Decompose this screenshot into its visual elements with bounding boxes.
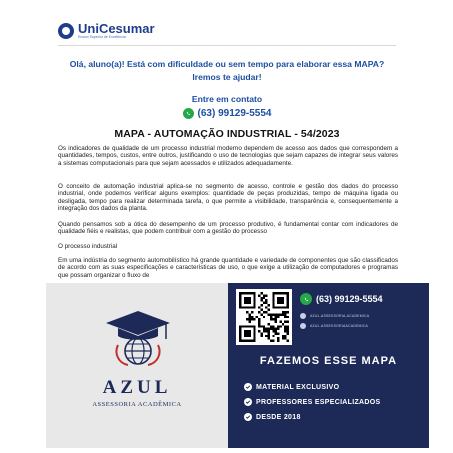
ad-bullet-3-text: DESDE 2018 [256,413,301,421]
ad-bullet-1-text: MATERIAL EXCLUSIVO [256,383,340,391]
ad-social-2-text: AZUL.ASSESSORIAACADEMICA [310,324,369,328]
document-title: MAPA - AUTOMAÇÃO INDUSTRIAL - 54/2023 [114,128,340,140]
ad-bullet-2 [244,398,381,406]
unicesumar-logo-icon [58,23,74,39]
paragraph-3: Quando pensamos sob a ótica do desempenho de um processo produtivo, é fundamental contar com indicadores de qualidade fiéis e realistas, que podem contribuir com a gestão do processo [58,221,398,236]
whatsapp-icon [300,293,312,305]
promo-phone-number[interactable]: (63) 99129-5554 [197,108,272,119]
ad-bullet-3 [244,413,301,421]
promo-greeting: Olá, aluno(a)! Está com dificuldade ou sem tempo para elaborar essa MAPA? Iremos te ajudar! [69,59,385,82]
ad-social-1[interactable] [300,313,369,319]
ad-cta[interactable]: FAZEMOS ESSE MAPA [259,355,398,367]
unicesumar-logo [58,22,155,40]
qr-code-icon[interactable] [236,289,292,345]
whatsapp-icon [183,108,194,119]
check-icon [244,413,252,421]
paragraph-2: O conceito de automação industrial aplica-se no segmento de acesso, controle e gestão dos dados do processo industrial, onde podemos verificar alguns exemplos: quantidade de peças produzidas, tempo de máquina ligada ou desligada, tempo para realizar determinada tarefa, o que permite a visibilidade, transparência e, consequentemente a integração dos dados da planta. [58,183,398,213]
instagram-icon [300,313,306,319]
check-icon [244,398,252,406]
graduation-cap-icon [104,309,172,367]
ad-social-2[interactable] [300,323,368,329]
check-icon [244,383,252,391]
ad-brand-panel [46,283,228,448]
promo-phone-row[interactable] [58,108,396,119]
ad-banner[interactable] [46,283,429,448]
ad-social-1-text: AZUL.ASSESSORIA.ACADEMICA [310,314,370,318]
email-icon [300,323,306,329]
ad-bullet-2-text: PROFESSORES ESPECIALIZADOS [256,398,381,406]
ad-bullet-1 [244,383,339,391]
ad-info-panel [228,283,429,448]
ad-brand-name: AZUL [102,377,172,398]
paragraph-4: O processo industrial [58,243,118,250]
logo-name: UniCesumar [78,21,155,36]
ad-phone-number[interactable]: (63) 99129-5554 [316,294,383,304]
promo-contact-label: Entre em contato [191,94,263,104]
ad-brand-sub: ASSESSORIA ACADÊMICA [92,401,182,408]
paragraph-5: Em uma indústria do segmento automobilístico há grande quantidade e variedade de componentes que são classificados de acordo com as suas especificações e características de uso, o que exige a utilização de computadores e programas que possam organizar o fluxo de [58,257,398,279]
paragraph-1: Os indicadores de qualidade de um processo industrial moderno dependem de acesso aos dados que correspondem a quantidades, tempos, custos, entre outros, justificando o uso de tecnologias que sejam capazes de integrar seus valores a sistemas computacionais para que sejam acessados e utilizados adequadamente. [58,145,398,167]
logo-tagline: Ensino Superior de Excelência [78,35,126,39]
header-divider [58,45,396,46]
ad-phone-row[interactable] [300,293,383,305]
